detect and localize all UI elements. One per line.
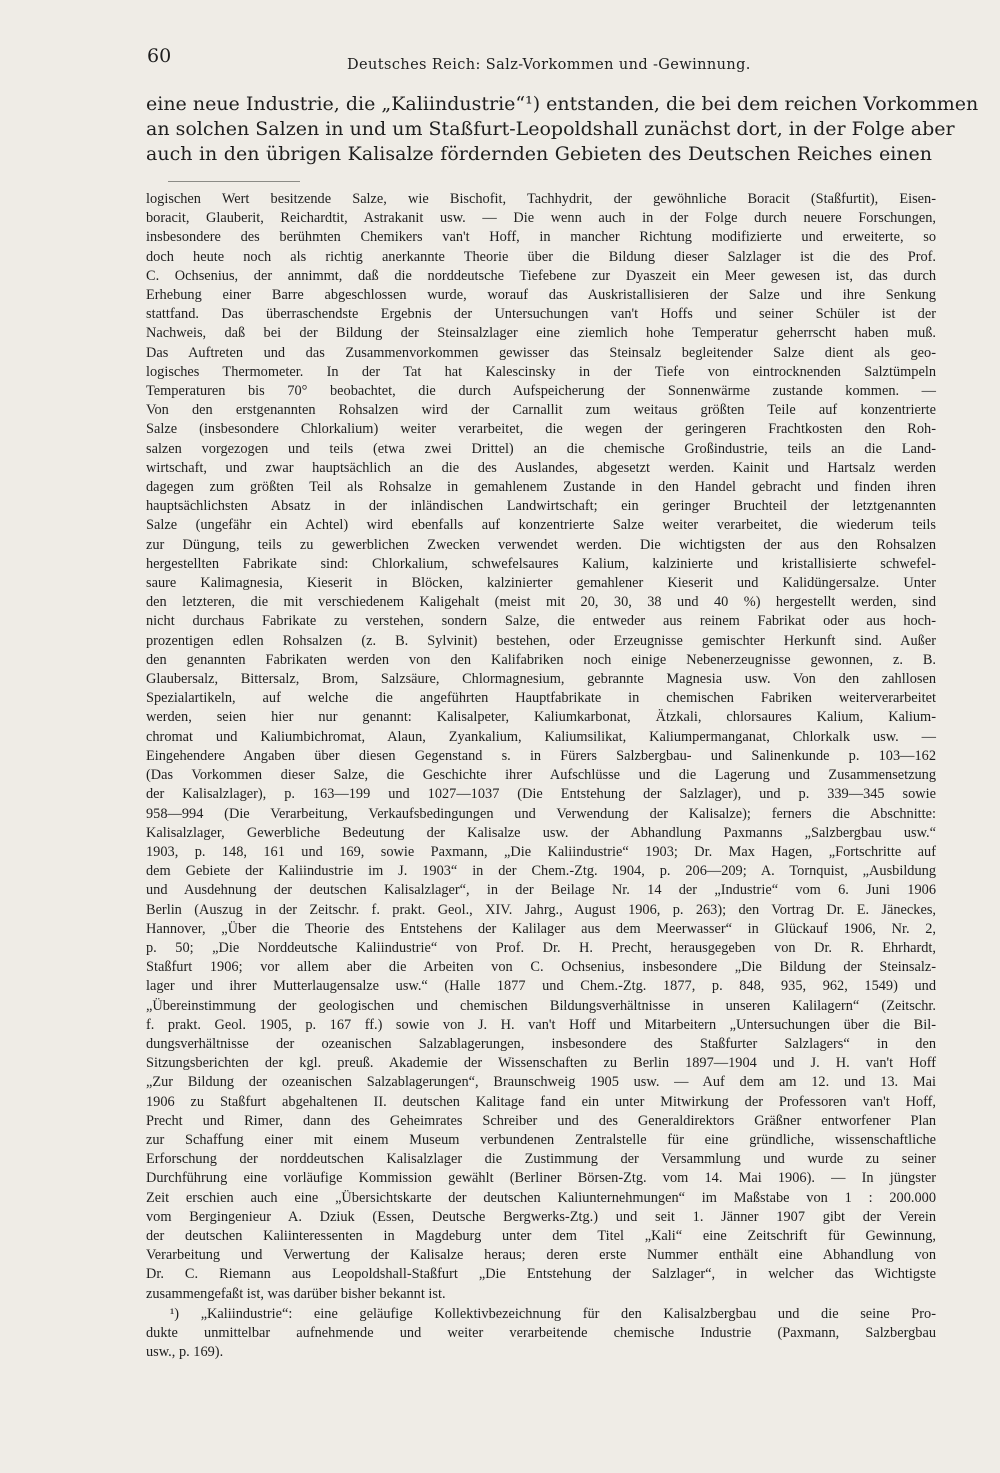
text-divider bbox=[168, 181, 300, 182]
continued-text-line: chromat und Kaliumbichromat, Alaun, Zyankalium, Kaliumsilikat, Kaliumpermanganat, Chlorkalk usw. — bbox=[146, 728, 936, 745]
continued-text-line: doch heute noch als richtig anerkannte Theorie über die Bildung dieser Salzlager ist die des Prof. bbox=[146, 248, 936, 265]
continued-text-line: (Das Vorkommen dieser Salze, die Geschichte ihrer Aufschlüsse und die Lagerung und Zusammensetzung bbox=[146, 767, 936, 784]
continued-text-line: boracit, Glauberit, Reichardtit, Astrakanit usw. — Die wenn auch in der Folge durch neuere Forschungen, bbox=[146, 210, 936, 227]
continued-text-line: Erhebung einer Barre abgeschlossen wurde, worauf das Auskristallisieren der Salze und ihre Senkung bbox=[146, 287, 936, 304]
continued-text-line: Durchführung eine vorläufige Kommission gewählt (Berliner Börsen-Ztg. vom 14. Mai 1906). — In jüngster bbox=[146, 1170, 936, 1187]
continued-text-line: hauptsächlichsten Absatz in der inländischen Landwirtschaft; ein geringer Bruchteil der letztgenannten bbox=[146, 498, 936, 515]
continued-text-line: dungsverhältnisse der ozeanischen Salzablagerungen, insbesondere des Staßfurter Salzlagers“ in den bbox=[146, 1035, 936, 1052]
continued-text-line: 958—994 (Die Verarbeitung, Verkaufsbedingungen und Verwendung der Kalisalze); ferners die Abschnitte: bbox=[146, 805, 936, 822]
continued-text-line: werden, seien hier nur genannt: Kalisalpeter, Kaliumkarbonat, Ätzkali, chlorsaures Kalium, Kalium- bbox=[146, 709, 936, 726]
continued-text-line: Dr. C. Riemann aus Leopoldshall-Staßfurt „Die Entstehung der Salzlager“, in welcher das Wichtigste bbox=[146, 1266, 936, 1283]
main-text-line: eine neue Industrie, die „Kaliindustrie“¹) entstanden, die bei dem reichen Vorkommen bbox=[146, 93, 979, 115]
continued-text-line: wirtschaft, und zwar hauptsächlich an die des Auslandes, abgesetzt werden. Kainit und Hartsalz werden bbox=[146, 459, 936, 476]
continued-text-lines bbox=[146, 190, 936, 1304]
continued-text-line: Berlin (Auszug in der Zeitschr. f. prakt. Geol., XIV. Jahrg., August 1906, p. 263); den Vortrag Dr. E. Jäneckes, bbox=[146, 901, 936, 918]
continued-text-line: zusammengefaßt ist, was darüber bisher bekannt ist. bbox=[146, 1285, 446, 1302]
continued-text-line: saure Kalimagnesia, Kieserit in Blöcken, kalzinierter gemahlener Kieserit und Kalidüngersalze. Unter bbox=[146, 575, 936, 592]
continued-text-line: nicht durchaus Fabrikate zu verstehen, sondern Salze, die entweder aus reinem Fabrikat oder aus hoch- bbox=[146, 613, 936, 630]
footnote-line: ¹) „Kaliindustrie“: eine geläufige Kollektivbezeichnung für den Kalisalzbergbau und die seine Pro- bbox=[170, 1305, 936, 1322]
continued-text-line: zur Düngung, teils zu gewerblichen Zwecken verwendet werden. Die wichtigsten der aus den Rohsalzen bbox=[146, 536, 936, 553]
continued-text-line: vom Bergingenieur A. Dziuk (Essen, Deutsche Bergwerks-Ztg.) und seit 1. Jänner 1907 gibt der Verein bbox=[146, 1208, 936, 1225]
continued-text-line: Von den erstgenannten Rohsalzen wird der Carnallit zum weitaus größten Teile auf konzentrierte bbox=[146, 402, 936, 419]
continued-text-line: logischen Wert besitzende Salze, wie Bischofit, Tachhydrit, der gewöhnliche Boracit (Staßfurtit), Eisen- bbox=[146, 191, 936, 207]
continued-text-line: den genannten Fabrikaten werden von den Kalifabriken noch einige Nebenerzeugnisse gewonnen, z. B. bbox=[146, 651, 936, 668]
continued-text-line: stattfand. Das überraschendste Ergebnis der Untersuchungen van't Hoffs und seiner Schüler ist der bbox=[146, 306, 936, 323]
continued-text-line: 1903, p. 148, 161 und 169, sowie Paxmann, „Die Kaliindustrie“ 1903; Dr. Max Hagen, „Fortschritte auf bbox=[146, 843, 936, 860]
continued-text-line: und Ausdehnung der deutschen Kalisalzlager“, in der Beilage Nr. 14 der „Industrie“ vom 6. Juni 1906 bbox=[146, 882, 936, 899]
page-number: 60 bbox=[147, 45, 172, 67]
continued-text-line: p. 50; „Die Norddeutsche Kaliindustrie“ von Prof. Dr. H. Precht, herausgegeben von Dr. R. Ehrhardt, bbox=[146, 939, 936, 956]
continued-text-line: Kalisalzlager, Gewerbliche Bedeutung der Kalisalze usw. der Abhandlung Paxmanns „Salzbergbau usw.“ bbox=[146, 824, 936, 841]
continued-text-line: Nachweis, daß bei der Bildung der Steinsalzlager eine ziemlich hohe Temperatur geherrscht haben muß. bbox=[146, 325, 936, 342]
continued-text-line: den letzteren, die mit verschiedenem Kaligehalt (meist mit 20, 30, 38 und 40 %) hergestellt werden, sind bbox=[146, 594, 936, 611]
continued-text-line: prozentigen edlen Rohsalzen (z. B. Sylvinit) bestehen, oder Erzeugnisse gemischter Herkunft sind. Außer bbox=[146, 632, 936, 649]
continued-text-line: lager und ihrer Mutterlaugensalze usw.“ (Halle 1877 und Chem.-Ztg. 1877, p. 848, 935, 962, 1549) und bbox=[146, 978, 936, 995]
continued-text-line: 1906 zu Staßfurt abgehaltenen II. deutschen Kalitage fand ein unter Mitwirkung der Professoren van't Hoff, bbox=[146, 1093, 936, 1110]
continued-text-line: Verarbeitung und Verwertung der Kalisalze heraus; deren erste Nummer enthält eine Abhandlung von bbox=[146, 1247, 936, 1264]
continued-text-line: Salze (ungefähr ein Achtel) wird ebenfalls auf konzentrierte Salze weiter verarbeitet, die wiederum teils bbox=[146, 517, 936, 534]
continued-text-line: Sitzungsberichten der kgl. preuß. Akademie der Wissenschaften zu Berlin 1897—1904 und J. H. van't Hoff bbox=[146, 1055, 936, 1072]
continued-text-line: f. prakt. Geol. 1905, p. 167 ff.) sowie von J. H. van't Hoff und Mitarbeitern „Untersuchungen über die Bil- bbox=[146, 1016, 936, 1033]
continued-text-line: salzen vorgezogen und teils (etwa zwei Drittel) an die chemische Großindustrie, teils an die Land- bbox=[146, 440, 936, 457]
continued-text-line: Zeit erschien auch eine „Übersichtskarte der deutschen Kaliunternehmungen“ im Maßstabe von 1 : 200.000 bbox=[146, 1189, 936, 1206]
continued-text-line: Temperaturen bis 70° beobachtet, die durch Aufspeicherung der Sonnenwärme zustande kommen. — bbox=[146, 383, 936, 400]
main-body-text bbox=[146, 92, 979, 167]
continued-text-line: Precht und Rimer, dann des Geheimrates Schreiber und des Generaldirektors Gräßner entworfener Plan bbox=[146, 1112, 936, 1129]
main-text-line: auch in den übrigen Kalisalze fördernden Gebieten des Deutschen Reiches einen bbox=[146, 143, 932, 165]
continued-text-line: zur Schaffung einer mit einem Museum verbundenen Zentralstelle für eine gründliche, wissenschaftliche bbox=[146, 1131, 936, 1148]
continued-text-line: Hannover, „Über die Theorie des Entstehens der Kalilager aus dem Meerwasser“ in Glückauf 1906, Nr. 2, bbox=[146, 920, 936, 937]
continued-note-text bbox=[146, 190, 936, 1362]
continued-text-line: der Kalisalzlager), p. 163—199 und 1027—1037 (Die Entstehung der Salzlager), und p. 339—345 sowie bbox=[146, 786, 936, 803]
continued-text-line: Eingehendere Angaben über diesen Gegenstand s. in Fürers Salzbergbau- und Salinenkunde p. 103—162 bbox=[146, 747, 936, 764]
continued-text-line: logisches Thermometer. In der Tat hat Kalescinsky in der Tiefe von eintrocknenden Salztümpeln bbox=[146, 363, 936, 380]
continued-text-line: Spezialartikeln, auf welche die angeführten Hauptfabrikate in chemischen Fabriken weiterverarbeitet bbox=[146, 690, 936, 707]
continued-text-line: Salze (insbesondere Chlorkalium) weiter verarbeitet, die wegen der geringeren Frachtkosten den Roh- bbox=[146, 421, 936, 438]
continued-text-line: dem Gebiete der Kaliindustrie im J. 1903“ in der Chem.-Ztg. 1904, p. 206—209; A. Tornquist, „Ausbildung bbox=[146, 863, 936, 880]
continued-text-line: hergestellten Fabrikate sind: Chlorkalium, schwefelsaures Kalium, kalzinierte und kristallisierte schwefel- bbox=[146, 555, 936, 572]
continued-text-line: Erforschung der norddeutschen Kalisalzlager die Zustimmung der Versammlung und wurde zu seiner bbox=[146, 1151, 936, 1168]
footnote-line: usw., p. 169). bbox=[146, 1344, 224, 1361]
continued-text-line: Glaubersalz, Bittersalz, Brom, Salzsäure, Chlormagnesium, gebrannte Magnesia usw. Von den zahllosen bbox=[146, 671, 936, 688]
continued-text-line: dagegen zum größten Teil als Rohsalze in gemahlenem Zustande in den Handel gebracht und finden ihren bbox=[146, 479, 936, 496]
continued-text-line: der deutschen Kaliinteressenten in Magdeburg unter dem Titel „Kali“ eine Zeitschrift für Gewinnung, bbox=[146, 1227, 936, 1244]
continued-text-line: Staßfurt 1906; vor allem aber die Arbeiten von C. Ochsenius, insbesondere „Die Bildung der Steinsalz- bbox=[146, 959, 936, 976]
running-head: Deutsches Reich: Salz-Vorkommen und -Gewinnung. bbox=[347, 57, 751, 73]
continued-text-line: „Zur Bildung der ozeanischen Salzablagerungen“, Braunschweig 1905 usw. — Auf dem am 12. und 13. Mai bbox=[146, 1074, 936, 1091]
footnote-line: dukte unmittelbar aufnehmende und weiter verarbeitende chemische Industrie (Paxmann, Salzbergbau bbox=[146, 1324, 936, 1341]
continued-text-line: insbesondere des berühmten Chemikers van't Hoff, in mancher Richtung modifizierte und erweiterte, so bbox=[146, 229, 936, 246]
footnote bbox=[146, 1305, 936, 1363]
main-text-line: an solchen Salzen in und um Staßfurt-Leopoldshall zunächst dort, in der Folge aber bbox=[146, 118, 955, 140]
continued-text-line: C. Ochsenius, der annimmt, daß die norddeutsche Tiefebene zur Dyaszeit ein Meer gewesen ist, das durch bbox=[146, 267, 936, 284]
continued-text-line: „Übereinstimmung der geologischen und chemischen Bildungsverhältnisse in unseren Kalilagern“ (Zeitschr. bbox=[146, 997, 936, 1014]
continued-text-line: Das Auftreten und das Zusammenvorkommen gewisser das Steinsalz begleitender Salze dient als geo- bbox=[146, 344, 936, 361]
